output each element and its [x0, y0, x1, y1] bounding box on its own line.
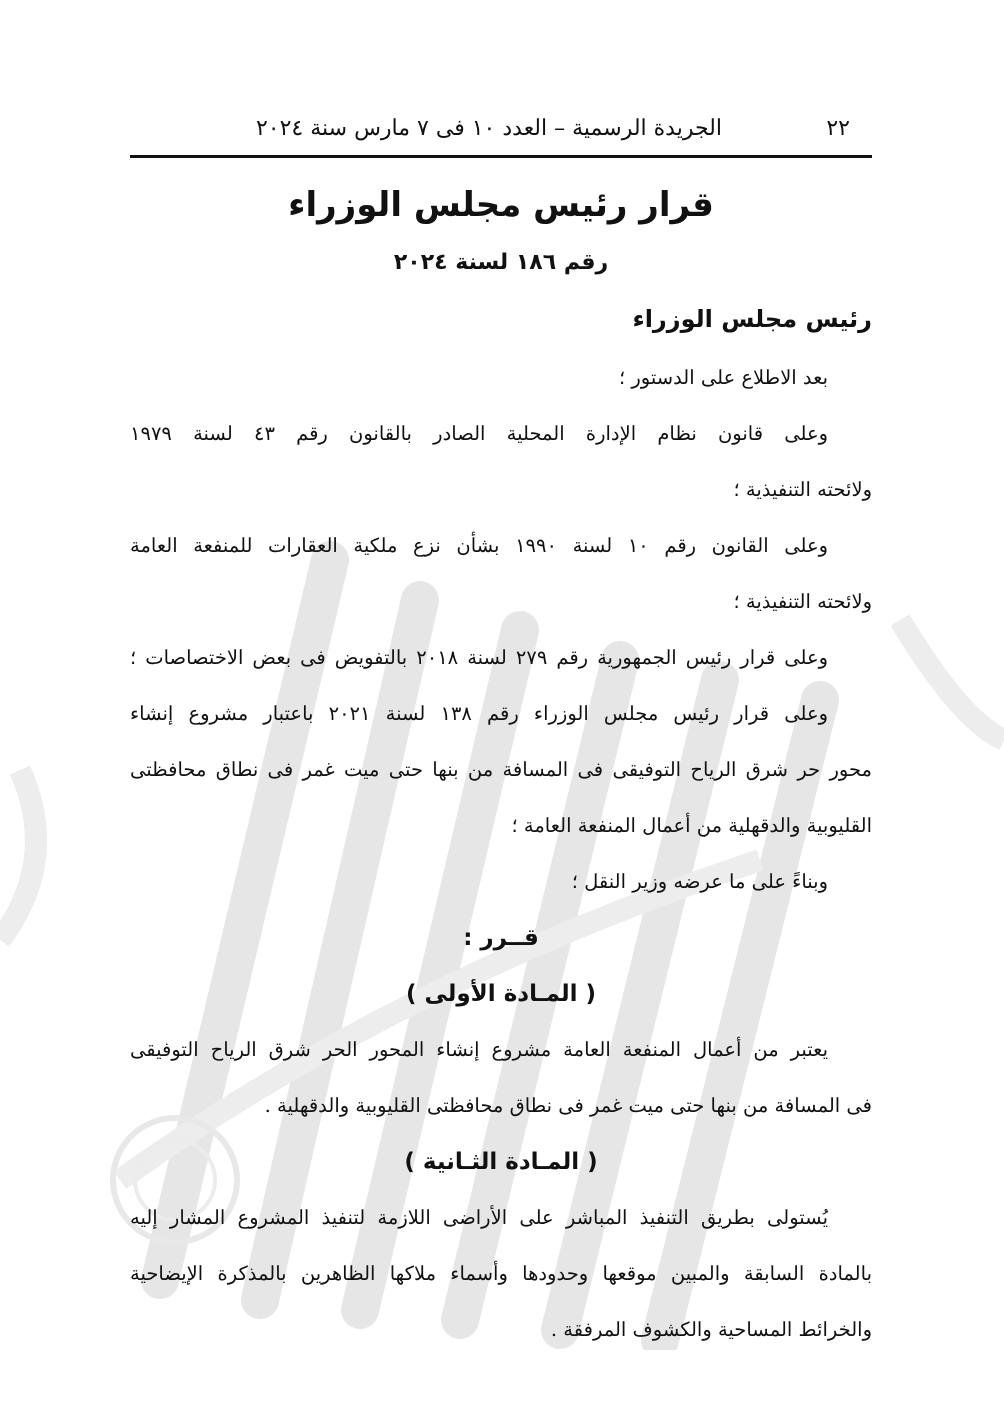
article-2-line: والخرائط المساحية والكشوف المرفقة .	[550, 1318, 872, 1341]
preamble-line: وعلى قرار رئيس الجمهورية رقم ٢٧٩ لسنة ٢٠١٨ بالتفويض فى بعض الاختصاصات ؛	[130, 646, 829, 669]
preamble-line: وبناءً على ما عرضه وزير النقل ؛	[571, 870, 828, 893]
article-2-line: يُستولى بطريق التنفيذ المباشر على الأراضى اللازمة لتنفيذ المشروع المشار إليه	[130, 1206, 828, 1229]
preamble-line: بعد الاطلاع على الدستور ؛	[618, 366, 828, 389]
header-divider	[130, 155, 872, 158]
preamble-line: ولائحته التنفيذية ؛	[733, 590, 872, 613]
article-1-heading: ( المـادة الأولى )	[405, 981, 597, 1007]
decision-body	[130, 350, 872, 1358]
gazette-running-title: الجريدة الرسمية – العدد ١٠ فى ٧ مارس سنة ٢٠٢٤	[255, 116, 722, 141]
preamble-line: القليوبية والدقهلية من أعمال المنفعة العامة ؛	[511, 814, 872, 837]
preamble-line: محور حر شرق الرياح التوفيقى فى المسافة من بنها حتى ميت غمر فى نطاق محافظتى	[130, 758, 872, 781]
preamble-line: وعلى قانون نظام الإدارة المحلية الصادر بالقانون رقم ٤٣ لسنة ١٩٧٩	[130, 422, 828, 445]
issuer-heading: رئيس مجلس الوزراء	[632, 305, 872, 333]
preamble-line: ولائحته التنفيذية ؛	[733, 478, 872, 501]
decided-heading: قــرر :	[463, 925, 539, 951]
preamble-line: وعلى القانون رقم ١٠ لسنة ١٩٩٠ بشأن نزع ملكية العقارات للمنفعة العامة	[130, 534, 828, 557]
article-2-heading: ( المـادة الثـانية )	[404, 1149, 598, 1175]
decision-number: رقم ١٨٦ لسنة ٢٠٢٤	[393, 250, 609, 275]
running-header	[130, 112, 872, 148]
preamble-line: وعلى قرار رئيس مجلس الوزراء رقم ١٣٨ لسنة ٢٠٢١ باعتبار مشروع إنشاء	[130, 702, 828, 725]
decision-title: قرار رئيس مجلس الوزراء	[288, 185, 714, 225]
page-number: ٢٢	[826, 116, 850, 141]
article-2-line: بالمادة السابقة والمبين موقعها وحدودها وأسماء ملاكها الظاهرين بالمذكرة الإيضاحية	[130, 1262, 872, 1285]
article-1-line: فى المسافة من بنها حتى ميت غمر فى نطاق محافظتى القليوبية والدقهلية .	[264, 1094, 872, 1117]
article-1-line: يعتبر من أعمال المنفعة العامة مشروع إنشاء المحور الحر شرق الرياح التوفيقى	[130, 1038, 828, 1061]
